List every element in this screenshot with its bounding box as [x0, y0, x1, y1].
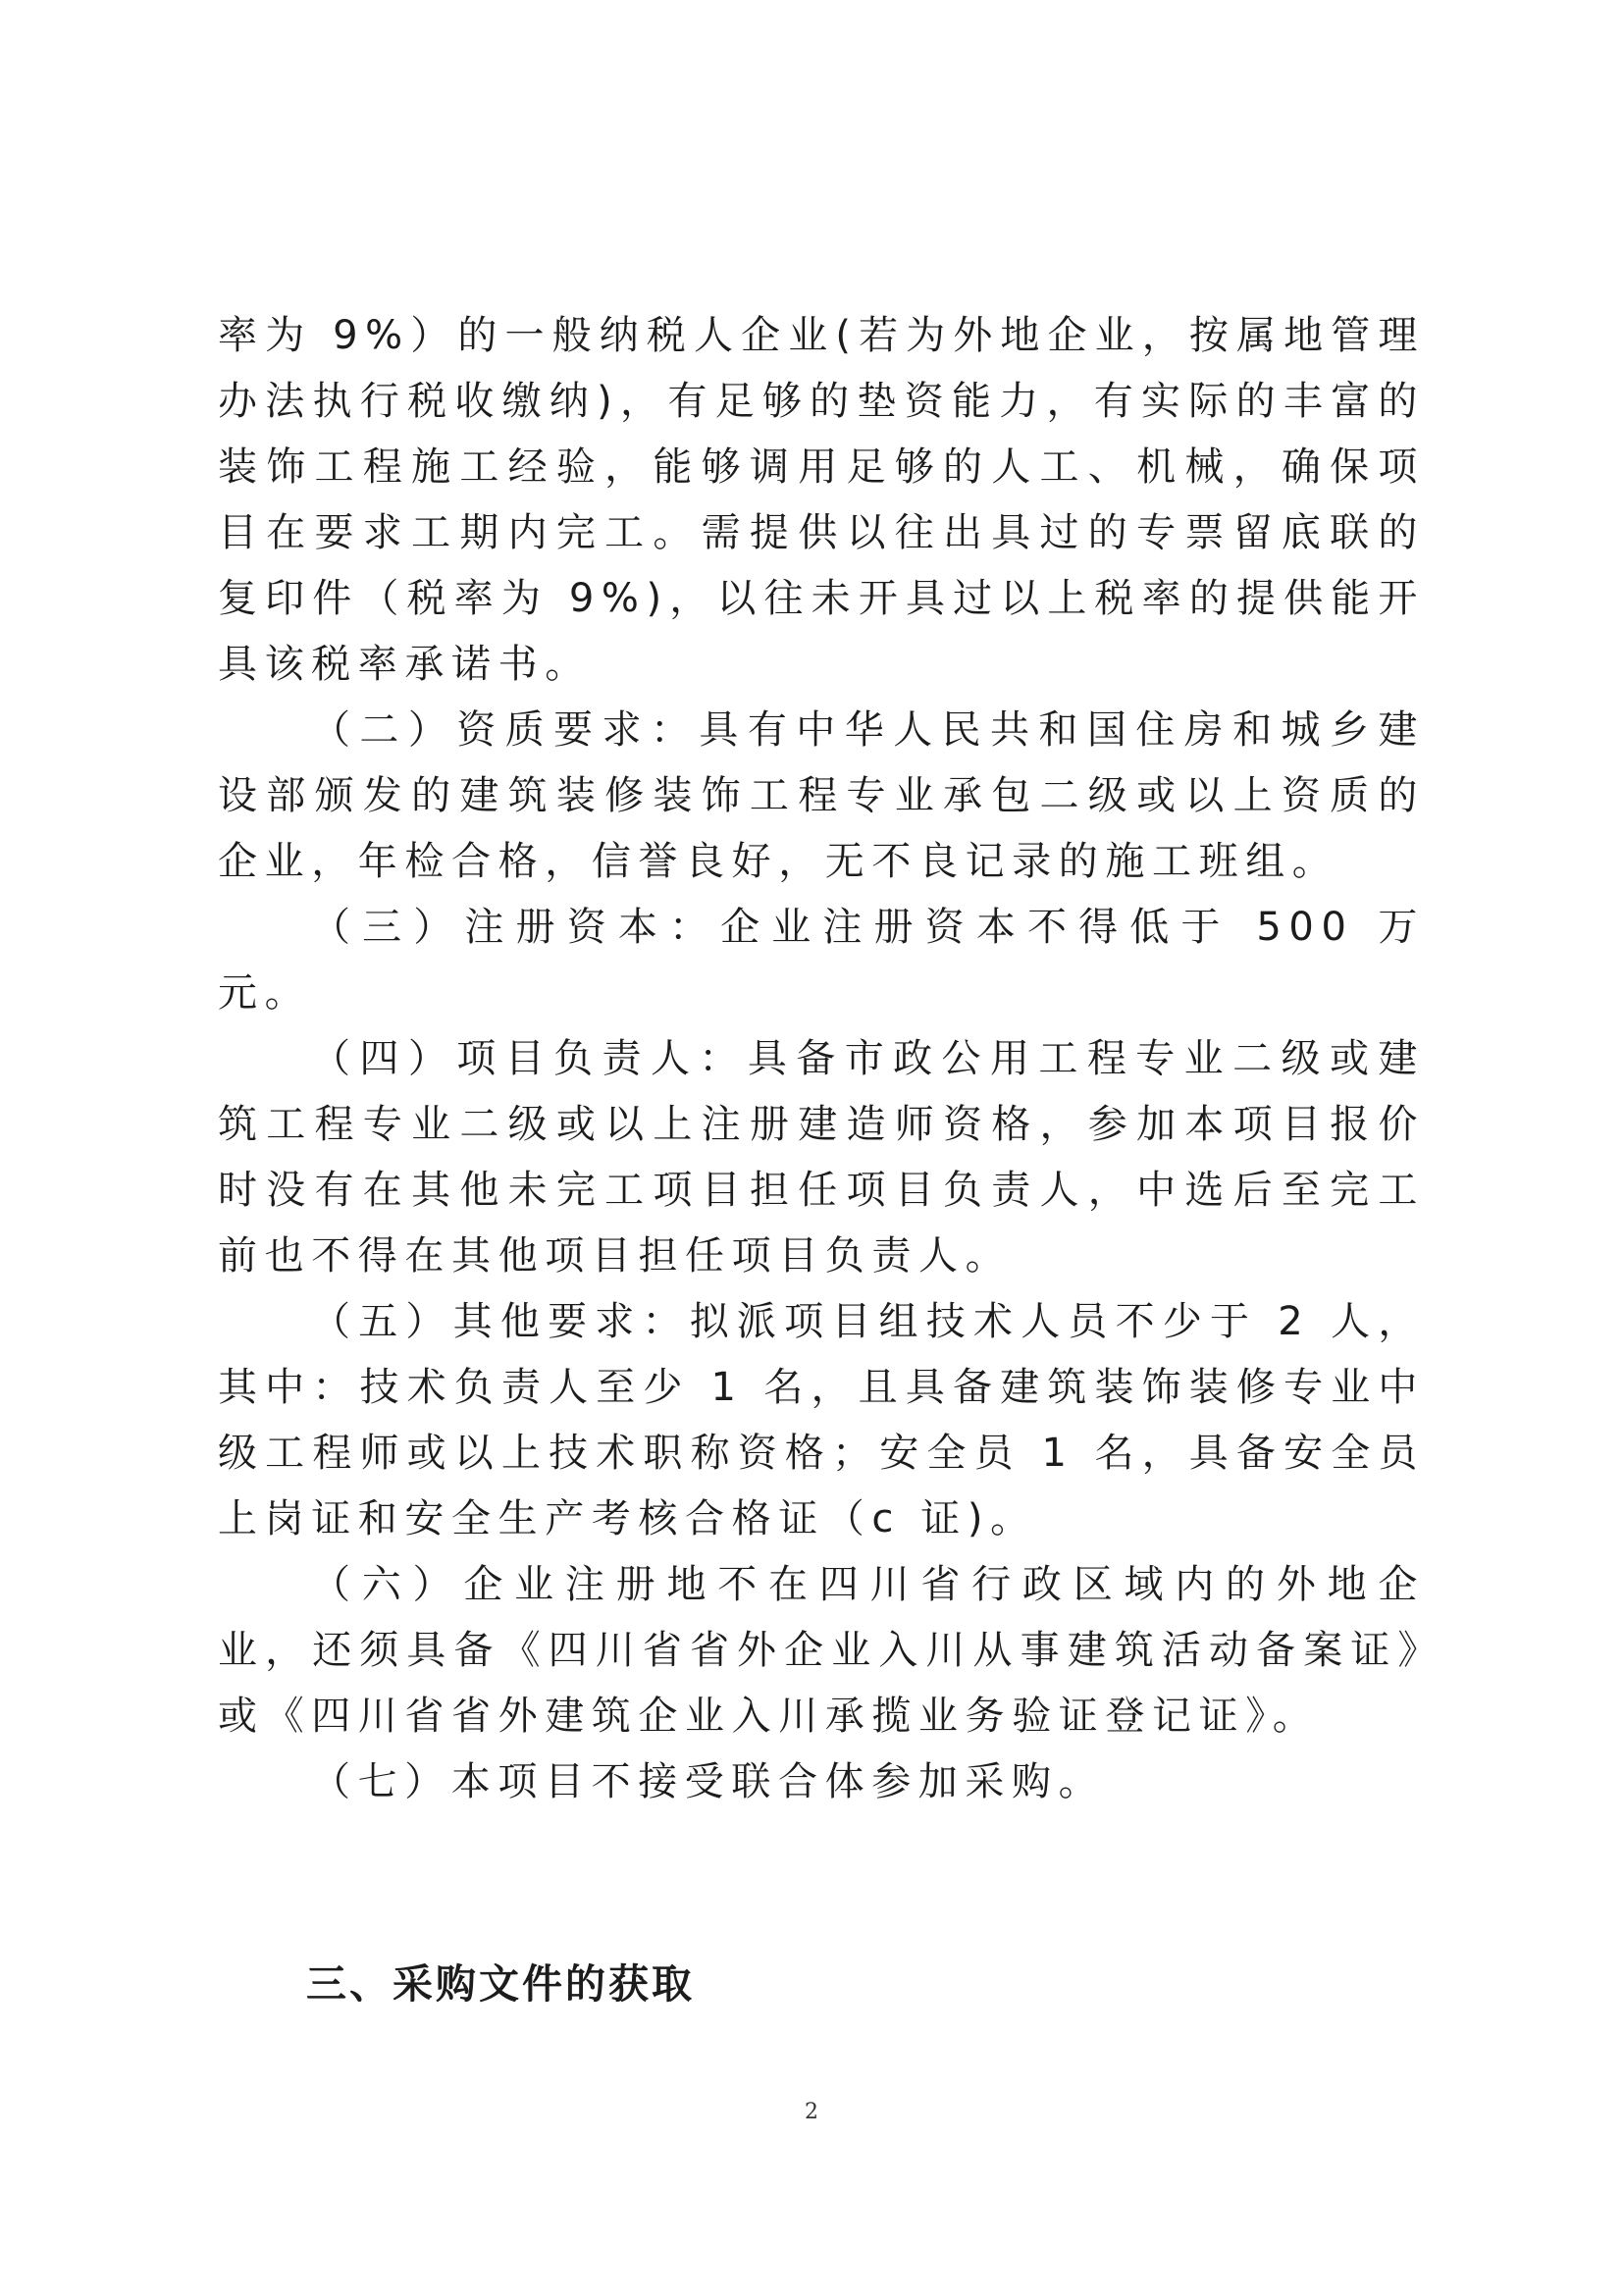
paragraph-tax-requirements: 率为 9%）的一般纳税人企业(若为外地企业，按属地管理办法执行税收缴纳)，有足够的垫资能力，有实际的丰富的装饰工程施工经验，能够调用足够的人工、机械，确保项目在要求工期内完工。需提供以往出具过的专票留底联的复印件（税率为 9%)，以往未开具过以上税率的提供能开具该税率承诺书。 — [218, 313, 1425, 687]
paragraph-qualification: （二）资质要求：具有中华人民共和国住房和城乡建设部颁发的建筑装修装饰工程专业承包二级或以上资质的企业，年检合格，信誉良好，无不良记录的施工班组。 — [218, 707, 1425, 884]
paragraph-no-consortium: （七）本项目不接受联合体参加采购。 — [311, 1759, 1106, 1804]
paragraph-registered-capital: （三）注册资本：企业注册资本不得低于 500 万元。 — [218, 905, 1425, 1016]
section-heading: 三、采购文件的获取 — [306, 1960, 695, 2008]
page-number: 2 — [805, 2100, 818, 2124]
paragraph-out-of-province: （六）企业注册地不在四川省行政区域内的外地企业，还须具备《四川省省外企业入川从事建筑活动备案证》或《四川省省外建筑企业入川承揽业务验证登记证》。 — [218, 1562, 1425, 1739]
paragraph-project-leader: （四）项目负责人：具备市政公用工程专业二级或建筑工程专业二级或以上注册建造师资格，参加本项目报价时没有在其他未完工项目担任项目负责人，中选后至完工前也不得在其他项目担任项目负责人。 — [218, 1036, 1425, 1278]
paragraph-other-requirements: （五）其他要求：拟派项目组技术人员不少于 2 人，其中：技术负责人至少 1 名，且具备建筑装饰装修专业中级工程师或以上技术职称资格；安全员 1 名，具备安全员上岗证和安全生产考核合格证（c 证)。 — [218, 1299, 1425, 1541]
body-text — [218, 303, 1425, 1815]
